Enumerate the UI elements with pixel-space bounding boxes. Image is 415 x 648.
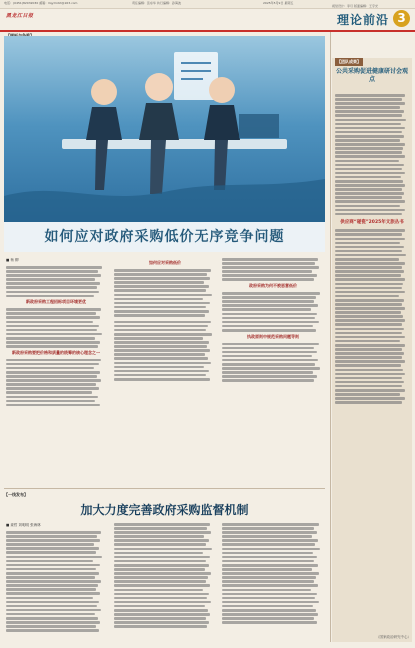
section-title: 理论前沿: [336, 13, 389, 27]
hero-image: [4, 36, 325, 222]
article-top-right-column: [222, 258, 324, 490]
article-top-left-column: [6, 258, 106, 490]
article-bottom-left-column: [6, 523, 106, 641]
masthead: [0, 8, 415, 32]
bottom-article-byline: ■ 姜哲 刘明明 张海林: [6, 523, 41, 527]
column-divider: [330, 32, 331, 642]
laptop-icon: [239, 114, 279, 138]
editor-line: 责任编辑：张东华 执行编辑：孙海波: [132, 1, 181, 5]
bottom-article-label: 【一线发布】: [4, 492, 28, 497]
visual-line: 视觉设计：李月 版面编辑：王宇光: [332, 4, 378, 8]
subhead-5: 执政原则中规范采购问题导则: [247, 333, 299, 339]
phone-email-line: 电话：(0451)82032030 邮箱：llqy:hirbt@163.com: [4, 1, 78, 5]
article-top-middle-column: [114, 258, 216, 490]
subhead-1: 新政府采购工程招标项目环境更优: [26, 299, 86, 305]
subhead-2: 新政府采购要把价格和质量的统筹的核心理念之一: [12, 349, 100, 355]
table-surface: [62, 139, 287, 149]
subhead-3: 如何应对采购低价: [149, 260, 181, 265]
article-bottom-middle-column: [114, 523, 216, 641]
subhead-4: 政府采购为何不被恶意低价: [249, 283, 297, 289]
sidebar-label: 【团队成果】: [337, 59, 361, 64]
footer-note: （国家政治研究中心）: [376, 635, 411, 639]
article-byline: ■ 杨 柳: [6, 258, 19, 262]
business-scene-illustration: [4, 36, 325, 222]
page-number-badge: 3: [393, 10, 410, 27]
sidebar-title: 公共采购促进健康研讨会观点: [335, 68, 408, 83]
hero-headline: 如何应对政府采购低价无序竞争问题: [4, 222, 325, 252]
article-bottom-right-column: [222, 523, 324, 641]
sidebar-text: [335, 94, 409, 634]
newspaper-logo: 黑龙江日报: [6, 13, 34, 19]
bottom-article-title: 加大力度完善政府采购监督机制: [80, 503, 249, 517]
date-line: 2025年5月9日 星期五: [263, 1, 294, 5]
section-divider: [4, 488, 325, 489]
sidebar-panel: [332, 58, 412, 642]
sidebar-subhead: 供应商“碰瓷”2025年文旅丛书: [340, 220, 404, 226]
